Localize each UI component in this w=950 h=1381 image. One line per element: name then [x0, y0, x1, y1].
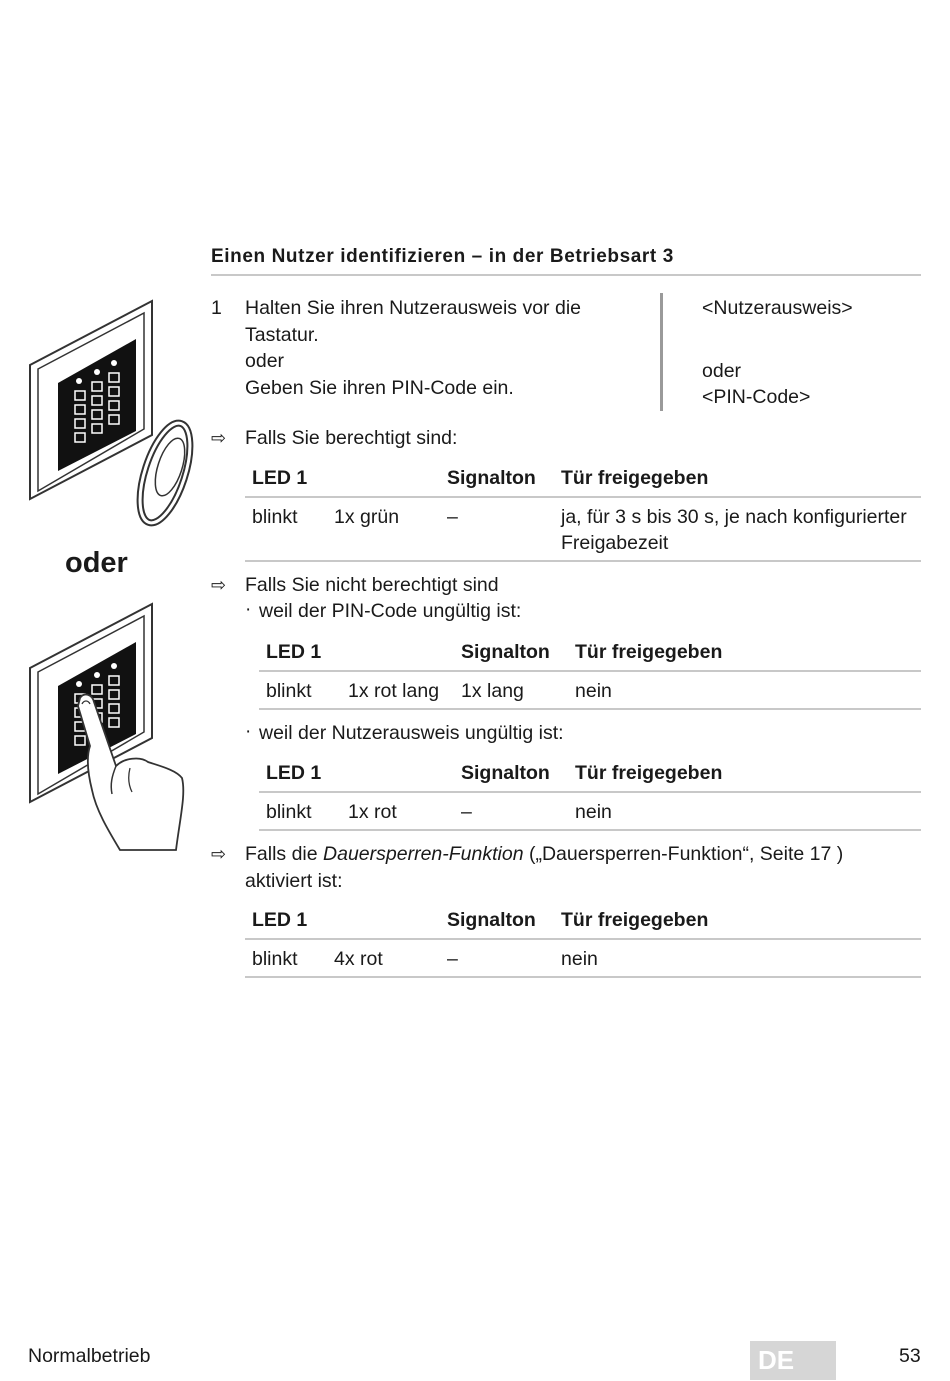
section-heading: Einen Nutzer identifizieren – in der Betriebsart 3 — [211, 246, 921, 276]
header-led: LED 1 — [266, 641, 322, 663]
header-blank — [341, 631, 454, 671]
step-line: Tastatur. — [245, 323, 319, 346]
result-arrow-icon: ⇨ — [211, 575, 227, 595]
header-door: Tür freigegeben — [561, 909, 709, 931]
display-card-text: <Nutzerausweis> — [702, 297, 853, 319]
cell-led: blinkt — [266, 680, 312, 702]
header-led: LED 1 — [252, 909, 308, 931]
display-pin-text: <PIN-Code> — [702, 386, 811, 408]
case-unauthorized-text: Falls Sie nicht berechtigt sind — [245, 574, 499, 596]
header-signal: Signalton — [461, 762, 550, 784]
table-header-row — [259, 752, 921, 792]
step-line: Geben Sie ihren PIN-Code ein. — [245, 376, 514, 399]
keypad-card-illustration — [20, 295, 195, 530]
card-invalid-text: weil der Nutzerausweis ungültig ist: — [259, 722, 564, 744]
header-led: LED 1 — [252, 467, 308, 489]
pin-invalid-table — [259, 631, 921, 710]
cell-door — [554, 497, 921, 561]
authorized-table — [245, 457, 921, 562]
header-door: Tür freigegeben — [575, 762, 723, 784]
table-header-row — [245, 899, 921, 939]
table-row — [259, 671, 921, 709]
cell-led-color: 1x rot — [348, 801, 397, 823]
case-authorized-text: Falls Sie berechtigt sind: — [245, 427, 458, 449]
header-door: Tür freigegeben — [561, 467, 709, 489]
card-invalid-table — [259, 752, 921, 831]
header-blank — [341, 752, 454, 792]
header-signal: Signalton — [461, 641, 550, 663]
divider-bar — [660, 293, 663, 411]
cell-signal: – — [461, 801, 472, 823]
cell-door-line: Freigabezeit — [561, 532, 669, 554]
cell-signal: – — [447, 506, 458, 528]
step-line: Halten Sie ihren Nutzerausweis vor die — [245, 297, 581, 319]
table-row — [245, 497, 921, 561]
language-badge: DE — [750, 1341, 836, 1380]
result-arrow-icon: ⇨ — [211, 844, 227, 864]
header-led: LED 1 — [266, 762, 322, 784]
lockout-table — [245, 899, 921, 978]
step-number: 1 — [211, 297, 222, 319]
keypad-device — [30, 301, 152, 499]
header-blank — [327, 899, 440, 939]
lockout-function-name: Dauersperren-Funktion — [323, 843, 524, 865]
cell-signal: 1x lang — [461, 680, 524, 702]
cell-led-color: 1x grün — [334, 506, 400, 528]
cell-door-line: ja, für 3 s bis 30 s, je nach konfigurierter — [561, 506, 907, 528]
table-row — [259, 792, 921, 830]
step-instruction — [245, 295, 645, 401]
header-door: Tür freigegeben — [575, 641, 723, 663]
step-line: oder — [245, 350, 285, 372]
illustration-oder-label: oder — [65, 547, 128, 579]
cell-signal: – — [447, 948, 458, 970]
table-header-row — [245, 457, 921, 497]
header-signal: Signalton — [447, 909, 536, 931]
display-oder: oder — [702, 360, 742, 382]
cell-led: blinkt — [252, 506, 298, 528]
case-lockout-text — [245, 841, 921, 894]
cell-door: nein — [575, 801, 612, 823]
page-number: 53 — [899, 1345, 921, 1367]
bullet-icon: · — [245, 721, 252, 742]
result-arrow-icon: ⇨ — [211, 428, 227, 448]
pin-invalid-text: weil der PIN-Code ungültig ist: — [259, 600, 522, 622]
keypad-finger-illustration — [20, 598, 195, 858]
lockout-text-pre: Falls die — [245, 843, 324, 865]
bullet-icon: · — [245, 599, 252, 620]
cell-led: blinkt — [252, 948, 298, 970]
footer-section-title: Normalbetrieb — [28, 1345, 151, 1367]
cell-led-color: 4x rot — [334, 948, 383, 970]
table-row — [245, 939, 921, 977]
cell-led: blinkt — [266, 801, 312, 823]
cell-door: nein — [561, 948, 598, 970]
cell-led-color: 1x rot lang — [348, 680, 440, 702]
header-blank — [327, 457, 440, 497]
lockout-reference: („Dauersperren-Funktion“, Seite 17 ) — [523, 843, 844, 865]
lockout-text-line2: aktiviert ist: — [245, 869, 343, 892]
table-header-row — [259, 631, 921, 671]
cell-door: nein — [575, 680, 612, 702]
header-signal: Signalton — [447, 467, 536, 489]
